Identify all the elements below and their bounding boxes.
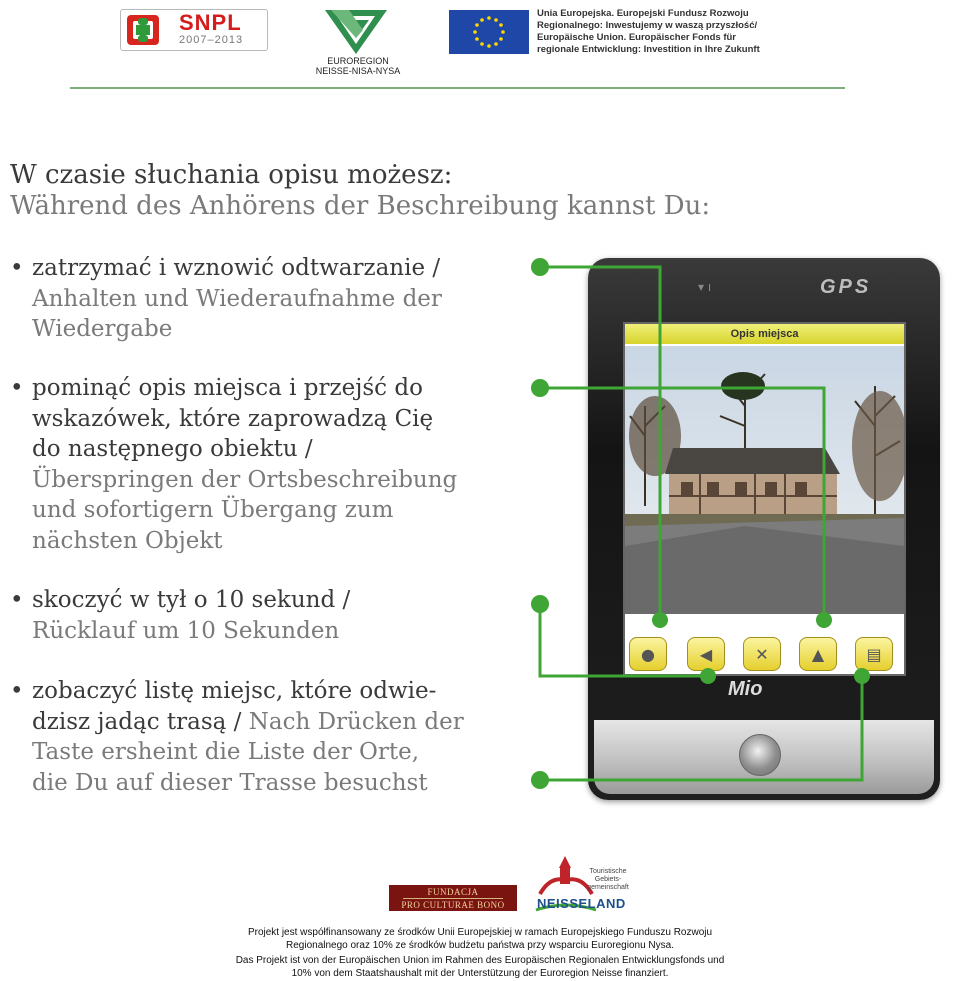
list-button[interactable] [855,637,893,671]
snpl-name: SNPL [179,10,242,35]
settings-button[interactable] [743,637,781,671]
callout-dot [531,771,549,789]
snpl-logo [120,9,268,51]
footer-de-line-1: Das Projekt ist von der Europäischen Union im Rahmen des Europäischen Regionalen Entwicklungsfonds und [235,955,725,966]
bullet-dot: • [10,678,24,704]
header-divider [70,87,845,89]
fundacja-logo: FUNDACJA PRO CULTURAE BONO [389,885,517,911]
device-gps-label: GPS [820,276,872,298]
signal-icon: ▾ ı [698,280,712,294]
footer-de-line-2: 10% von dem Staatshaushalt mit der Unterstützung der Euroregion Neisse finanziert. [291,968,669,979]
snpl-years: 2007–2013 [179,34,244,46]
bullet-skip-description: • pominąć opis miejsca i przejść do wskazówek, które zaprowadzą Cię do następnego obiektu / Überspringen der Ortsbeschreibung und sofortigern Übergang zum nächsten Objekt [10,375,458,554]
gps-device [588,258,940,800]
intro-heading [10,160,710,222]
intro-de: Während des Anhörens der Beschreibung kannst Du: [10,191,711,221]
pause-button[interactable] [629,637,667,671]
bullet-place-list: • zobaczyć listę miejsc, które odwie- dzisz jadąc trasą / Nach Drücken der Taste ersheint die Liste der Orte, die Du auf dieser Trasse besuchst [10,678,464,796]
device-bottom-panel [594,720,934,794]
screen-button-row [625,634,904,674]
rewind-icon: ◀ [699,644,713,664]
walk-icon: ▲ [811,644,825,664]
neisseland-name: NEISSELAND [537,896,626,911]
device-screen [623,322,906,676]
bullet-pause-resume: • zatrzymać i wznowić odtwarzanie / Anhalten und Wiederaufnahme der Wiedergabe [10,255,442,342]
screen-title: Opis miejsca [625,324,904,344]
eu-funding-text: Unia Europejska. Europejski Fundusz Rozwoju Regionalnego: Inwestujemy w waszą przyszłość/ Europäische Union. Europäischer Fonds für regionale Entwicklung: Investition in Ihre Zukunft [537,8,760,55]
bullet-dot: • [10,587,24,613]
intro-pl: W czasie słuchania opisu możesz: [10,160,453,190]
pause-icon: ● [641,644,655,664]
euroregion-caption: EUROREGION NEISSE-NISA-NYSA [315,56,401,76]
bullet-dot: • [10,375,24,401]
footer-pl-line-1: Projekt jest współfinansowany ze środków Unii Europejskiej w ramach Europejskiego Funduszu Rozwoju [247,927,713,938]
callout-dot [531,379,549,397]
callout-dot [531,258,549,276]
skip-button[interactable] [799,637,837,671]
list-icon: ▤ [866,644,882,664]
footer-pl-line-2: Regionalnego oraz 10% ze środków budżetu państwa przy wsparciu Euroregionu Nysa. [286,940,674,951]
house-photo [625,346,904,614]
callout-dot [531,595,549,613]
euroregion-logo-icon [323,8,389,56]
eu-flag-icon [449,10,529,54]
neisseland-caption: Touristische Gebiets- gemeinschaft [587,868,629,891]
tools-icon: ✕ [755,644,769,664]
rewind-button[interactable] [687,637,725,671]
bullet-dot: • [10,255,24,281]
device-brand: Mio [728,678,763,700]
joystick-button[interactable] [739,734,781,776]
bullet-rewind: • skoczyć w tył o 10 sekund / Rücklauf um 10 Sekunden [10,587,351,644]
snpl-puzzle-icon [126,14,160,46]
